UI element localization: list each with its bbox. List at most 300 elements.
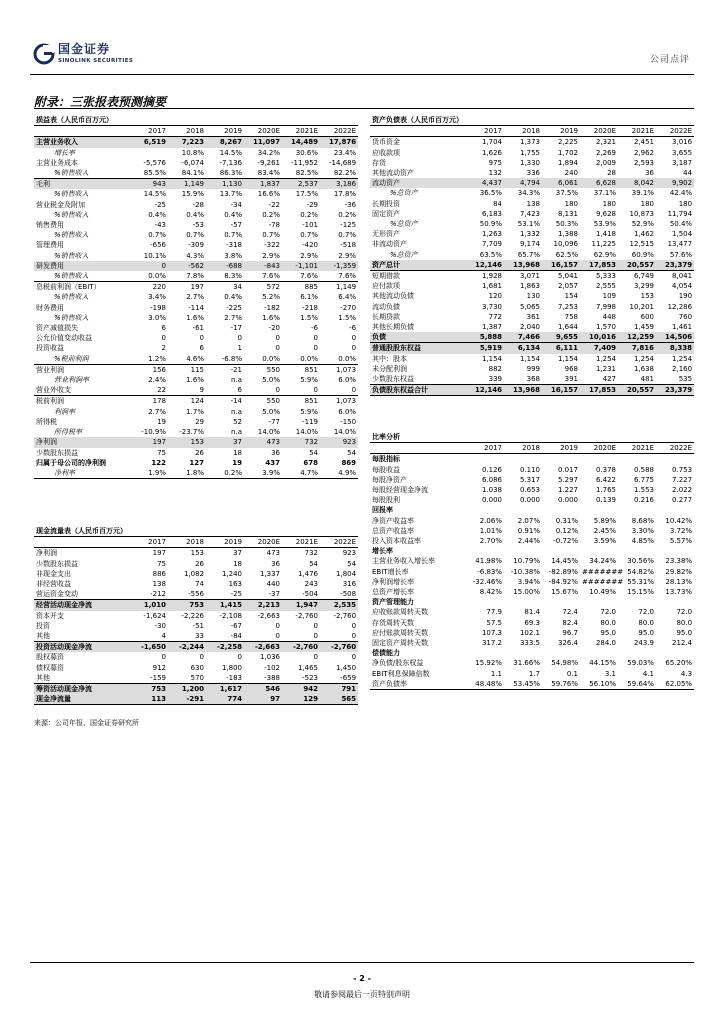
year-header: 2018 [168, 126, 206, 137]
cell-value: -6,074 [181, 158, 204, 167]
cell-value: 33 [168, 631, 206, 642]
table-row [34, 427, 358, 437]
row-label: 固定资产周转天数 [372, 639, 428, 648]
table-row [370, 312, 694, 322]
cell-value: 4.3 [680, 669, 693, 678]
cell-value: 1,459 [633, 323, 654, 332]
year-header: 2021E [282, 537, 320, 548]
table-row [370, 577, 694, 587]
table-row [34, 168, 358, 179]
table-row [34, 673, 358, 684]
cell-value: 2.06% [479, 516, 502, 525]
cell-value: -25 [154, 200, 166, 209]
table-row [370, 385, 694, 396]
cell-value: 0.653 [519, 486, 540, 495]
cell-value: 2,213 [244, 600, 282, 611]
table-row [370, 669, 694, 679]
row-label: 其他 [34, 673, 130, 684]
row-label: 主营业务收入 [34, 137, 130, 148]
cell-value: 772 [488, 312, 502, 321]
cell-value: 34 [233, 283, 242, 292]
cell-value: 7.8% [168, 271, 206, 282]
cell-value: 1.6% [186, 376, 204, 385]
cell-value: 4.3% [186, 251, 204, 260]
table-row [34, 200, 358, 210]
cell-value: 1,702 [557, 148, 578, 157]
row-label: 普通股股东权益 [370, 343, 466, 354]
cell-value: 0 [244, 631, 282, 642]
table-row [34, 354, 358, 365]
row-label: 主营业务成本 [36, 158, 78, 167]
cell-value: -322 [264, 241, 280, 250]
table-row [34, 600, 358, 611]
year-header: 2020E [244, 126, 282, 137]
cell-value: 122 [151, 458, 166, 467]
cell-value: 1,800 [221, 663, 242, 672]
cell-value: -518 [340, 241, 357, 250]
cell-value: 62.5% [555, 250, 578, 259]
cell-value: 8.3% [206, 271, 244, 282]
cell-value: 77.9 [486, 608, 502, 617]
cell-value: 758 [564, 312, 578, 321]
cell-value: 316 [342, 580, 357, 589]
cell-value: 1,263 [481, 230, 502, 239]
cell-value: 82.2% [320, 168, 358, 179]
cell-value: 14.5% [143, 190, 166, 199]
cell-value: 886 [152, 569, 166, 578]
cell-value: 23.4% [333, 148, 357, 157]
cell-value: 72.0 [638, 608, 654, 617]
cell-value: 20,557 [618, 385, 656, 396]
table-row [34, 230, 358, 240]
table-row [34, 343, 358, 353]
table-row [370, 638, 694, 648]
cell-value: 62.05% [656, 679, 694, 690]
table-row [370, 178, 694, 188]
cell-value: 14.0% [333, 428, 357, 437]
cell-value: 0.277 [672, 496, 693, 505]
cell-value: 3,016 [672, 138, 693, 147]
cell-value: 1.5% [338, 313, 357, 322]
table-row [34, 375, 358, 385]
cell-value: 1,928 [481, 272, 502, 281]
cell-value: 1 [237, 344, 242, 353]
row-label: 应付款项 [372, 282, 400, 291]
cell-value: 31.66% [513, 659, 540, 668]
source-note: 来源：公司年报、国金证券研究所 [34, 719, 139, 727]
cell-value: 6,134 [504, 343, 542, 354]
cell-value: 7,423 [519, 209, 540, 218]
cell-value: 4.9% [320, 468, 358, 479]
cell-value: 0 [351, 344, 357, 353]
cell-value: 0 [351, 621, 357, 630]
cash-flow-table [34, 526, 358, 705]
cell-value: 42.4% [669, 189, 693, 198]
cell-value: 2.7% [224, 313, 242, 322]
cell-value: 50.9% [479, 220, 502, 229]
cell-value: 1.9% [130, 468, 168, 479]
cell-value: 0 [282, 385, 320, 396]
cell-value: 1.7 [528, 669, 540, 678]
cell-value: 3.9% [244, 468, 282, 479]
table-row [370, 250, 694, 260]
cell-value: 44.15% [589, 659, 616, 668]
cell-value: 28 [607, 169, 616, 178]
cell-value: 8,267 [206, 137, 244, 148]
row-label: 长期投资 [372, 199, 400, 208]
cell-value: 178 [152, 397, 166, 406]
cell-value: 220 [152, 283, 166, 292]
cell-value: 9,655 [542, 332, 580, 343]
cell-value: 1,154 [481, 354, 502, 363]
cell-value: 1,330 [519, 158, 540, 167]
cell-value: 851 [304, 365, 318, 374]
table-row [34, 303, 358, 313]
cell-value: 753 [130, 684, 168, 695]
cell-value: 84.1% [168, 168, 206, 179]
cell-value: 212.4 [672, 639, 693, 648]
table-row [370, 648, 694, 658]
cell-value: 12,515 [629, 240, 654, 249]
row-label: 归属于母公司的净利润 [36, 458, 106, 467]
cell-value: 2,451 [633, 138, 654, 147]
cell-value: -7,136 [219, 158, 242, 167]
cell-value: 59.64% [618, 679, 656, 690]
cell-value: -6.8% [206, 354, 244, 365]
row-label: %总资产 [390, 250, 418, 259]
table-row [34, 611, 358, 621]
table-row [34, 210, 358, 220]
cell-value: 630 [190, 663, 204, 672]
cell-value: 240 [564, 169, 578, 178]
cell-value: 44 [683, 169, 693, 178]
empty-cell [618, 597, 656, 607]
cell-value: 6.086 [481, 475, 502, 484]
cell-value: 4.7% [282, 468, 320, 479]
cell-value: 5.57% [669, 537, 693, 546]
row-label: 负债股东权益合计 [370, 385, 466, 396]
cell-value: 36 [271, 448, 280, 457]
cell-value: 6,628 [580, 178, 618, 188]
cell-value: 4.6% [168, 354, 206, 365]
year-header: 2019 [206, 537, 244, 548]
page-header [0, 0, 724, 80]
table-title: 现金流量表（人民币百万元） [34, 526, 358, 537]
cell-value: -504 [282, 589, 320, 600]
table-row [34, 417, 358, 427]
row-label: 少数股东权益 [370, 374, 466, 385]
table-row [34, 137, 358, 148]
cell-value: 17,853 [580, 385, 618, 396]
cell-value: 7,816 [618, 343, 656, 354]
year-header-blank [370, 126, 466, 137]
table-row [34, 323, 358, 333]
table-row [370, 679, 694, 690]
table-row [370, 229, 694, 239]
cell-value: -6 [349, 324, 357, 333]
cell-value: 80.0 [638, 618, 654, 627]
cell-value: 535 [656, 374, 694, 385]
cell-value: 8.42% [479, 588, 502, 597]
row-label: 销售费用 [36, 221, 64, 230]
cell-value: 84 [493, 199, 502, 208]
cell-value: 546 [244, 684, 282, 695]
cell-value: 1,644 [557, 323, 578, 332]
row-label: %销售收入 [54, 313, 89, 322]
brand-name-cn: 国金证券 [58, 42, 111, 56]
cell-value: 6,183 [481, 209, 502, 218]
row-label: 未分配利润 [372, 364, 407, 373]
cell-value: 0 [313, 344, 318, 353]
cell-value: 65.7% [517, 250, 540, 259]
cell-value: 368 [504, 374, 542, 385]
cell-value: 41.98% [475, 557, 502, 566]
empty-cell [618, 505, 656, 515]
cell-value: 80.0 [600, 618, 616, 627]
cell-value: 882 [488, 364, 502, 373]
table-row [34, 261, 358, 271]
cell-value: 57.5 [486, 618, 502, 627]
cell-value: -82.89% [548, 567, 578, 576]
cell-value: 20,557 [618, 260, 656, 271]
cell-value: 0 [161, 653, 166, 662]
cell-value: -84.92% [548, 577, 578, 586]
table-row [34, 642, 358, 653]
cell-value: 180 [564, 199, 578, 208]
table-row [34, 621, 358, 631]
cell-value: 1,387 [481, 323, 502, 332]
cell-value: 197 [190, 283, 204, 292]
cell-value: -53 [192, 221, 204, 230]
cell-value: -78 [268, 221, 280, 230]
cell-value: -14,689 [329, 158, 357, 167]
cell-value: -14 [230, 397, 242, 406]
cell-value: 5.317 [519, 475, 540, 484]
cell-value: 14.45% [551, 557, 578, 566]
cell-value: -2,760 [320, 642, 358, 653]
table-row [34, 579, 358, 589]
row-label: 少数股东损益 [36, 448, 78, 457]
cell-value: 1,373 [519, 138, 540, 147]
year-header: 2022E [656, 443, 694, 454]
empty-cell [618, 546, 656, 556]
cell-value: ####### [582, 567, 624, 576]
cell-value: 243.9 [633, 639, 654, 648]
empty-cell [466, 597, 504, 607]
cell-value: 69.3 [524, 618, 540, 627]
cell-value: 0.110 [519, 465, 540, 474]
cell-value: 11,794 [667, 209, 693, 218]
table-title-row [370, 432, 694, 443]
cell-value: -2,760 [333, 611, 357, 620]
table-row [370, 148, 694, 158]
table-row [370, 536, 694, 546]
cell-value: 317.2 [481, 639, 502, 648]
cell-value: -270 [340, 303, 357, 312]
cell-value: 1.5% [300, 313, 318, 322]
cell-value: 115 [190, 365, 204, 374]
cell-value: 1,570 [595, 323, 616, 332]
table-row [34, 468, 358, 479]
cell-value: 16,157 [542, 260, 580, 271]
table-row [34, 652, 358, 662]
cell-value: 5,041 [557, 272, 578, 281]
cell-value: 942 [282, 684, 320, 695]
cell-value: 81.4 [524, 608, 540, 617]
table-row [34, 589, 358, 600]
row-label: 投资收益 [36, 344, 64, 353]
cell-value: 3.0% [148, 313, 166, 322]
year-header: 2020E [580, 443, 618, 454]
cell-value: 4.85% [631, 537, 654, 546]
row-label: 债权募资 [36, 663, 64, 672]
cell-value: 473 [244, 437, 282, 447]
empty-cell [542, 597, 580, 607]
row-label: 息税前利润（EBIT） [36, 283, 101, 292]
cell-value: 2.9% [300, 251, 318, 260]
cell-value: 22 [130, 385, 168, 396]
cell-value: -2,108 [219, 611, 242, 620]
cell-value: 29 [195, 417, 204, 426]
cell-value: 7,223 [168, 137, 206, 148]
cell-value: 83.4% [244, 168, 282, 179]
cell-value: 197 [130, 437, 168, 447]
cell-value: -1,101 [282, 261, 320, 271]
row-label: 投入资本收益率 [372, 537, 421, 546]
row-label: 资产总计 [370, 260, 466, 271]
cell-value: 15.92% [475, 659, 502, 668]
row-label: 净利润 [34, 437, 130, 447]
cell-value: 0.2% [206, 468, 244, 479]
cell-value: 14,489 [282, 137, 320, 148]
cell-value: 59.03% [627, 659, 654, 668]
table-row [34, 559, 358, 569]
cell-value: 1,154 [557, 354, 578, 363]
table-row [370, 239, 694, 249]
cell-value: 1.1 [490, 669, 502, 678]
cell-value: 10,873 [629, 209, 654, 218]
cell-value: 62.9% [593, 250, 616, 259]
cell-value: 1,450 [336, 663, 357, 672]
cell-value: 0.4% [148, 210, 166, 219]
cell-value: 2.44% [517, 537, 540, 546]
row-label: 现金净流量 [34, 694, 130, 705]
cell-value: 12,259 [618, 332, 656, 343]
cell-value: -291 [168, 694, 206, 705]
empty-cell [504, 505, 542, 515]
cell-value: 3,299 [633, 282, 654, 291]
cell-value: 0 [351, 334, 357, 343]
cell-value: 6.422 [595, 475, 616, 484]
cell-value: -2,663 [244, 642, 282, 653]
cell-value: 2,555 [595, 282, 616, 291]
cell-value: ####### [582, 577, 624, 586]
empty-cell [504, 454, 542, 465]
cell-value: 885 [304, 283, 318, 292]
cell-value: 2,225 [557, 138, 578, 147]
table-row [34, 313, 358, 323]
cell-value: 2 [161, 344, 166, 353]
empty-cell [580, 546, 618, 556]
table-row [370, 137, 694, 148]
row-label: 每股股利 [372, 496, 400, 505]
cell-value: -119 [302, 417, 318, 426]
cell-value: 75 [157, 448, 166, 457]
table-row [370, 495, 694, 505]
table-row [34, 292, 358, 302]
cell-value: 1,638 [633, 364, 654, 373]
cell-value: -225 [226, 303, 242, 312]
cell-value: 65.20% [665, 659, 693, 668]
year-header-row [34, 537, 358, 548]
table-row [370, 322, 694, 332]
cell-value: 0.017 [557, 465, 578, 474]
cell-value: -37 [244, 589, 282, 600]
cell-value: 1,073 [336, 365, 357, 374]
year-header: 2018 [168, 537, 206, 548]
cell-value: -388 [244, 673, 282, 684]
cell-value: 6,749 [633, 272, 654, 281]
cell-value: 10.1% [143, 251, 166, 260]
cell-value: 55.31% [627, 577, 654, 586]
cell-value: 6,061 [542, 178, 580, 188]
cell-value: -29 [306, 200, 318, 209]
cell-value: 6.0% [338, 376, 357, 385]
empty-cell [656, 648, 694, 658]
cell-value: 36 [645, 169, 654, 178]
table-row [370, 158, 694, 168]
cell-value: 1,415 [206, 600, 244, 611]
cell-value: 13.7% [219, 190, 242, 199]
cell-value: 0.139 [595, 496, 616, 505]
table-row [370, 354, 694, 364]
table-row [34, 684, 358, 695]
year-header: 2018 [504, 126, 542, 137]
table-row [370, 475, 694, 485]
cell-value: 2.9% [262, 251, 280, 260]
row-label: 资产负债率 [370, 679, 466, 690]
cell-value: -1,650 [130, 642, 168, 653]
cell-value: 284.0 [595, 639, 616, 648]
empty-cell [580, 454, 618, 465]
table-row [34, 407, 358, 417]
cell-value [130, 148, 168, 158]
row-label: 所得税 [36, 417, 57, 426]
cell-value: 0.0% [244, 354, 282, 365]
table-row [34, 569, 358, 579]
cell-value: 97 [244, 694, 282, 705]
cell-value: -5,576 [143, 158, 166, 167]
cell-value: 2.45% [593, 526, 616, 535]
cell-value: 180 [602, 199, 616, 208]
cell-value: 50.4% [669, 220, 693, 229]
cell-value: -9,261 [257, 158, 280, 167]
cell-value: 975 [488, 158, 502, 167]
cell-value: 8,041 [672, 272, 693, 281]
table-row [370, 607, 694, 617]
empty-cell [542, 505, 580, 515]
row-label: 每股收益 [372, 465, 400, 474]
cell-value: 19 [232, 458, 242, 467]
cell-value: 391 [542, 374, 580, 385]
cell-value: -32.46% [472, 577, 502, 586]
year-header: 2019 [206, 126, 244, 137]
cell-value: 0.4% [224, 293, 242, 302]
cell-value: 1,704 [481, 138, 502, 147]
table-row [370, 343, 694, 354]
cell-value: 63.5% [479, 250, 502, 259]
year-header: 2022E [656, 126, 694, 137]
